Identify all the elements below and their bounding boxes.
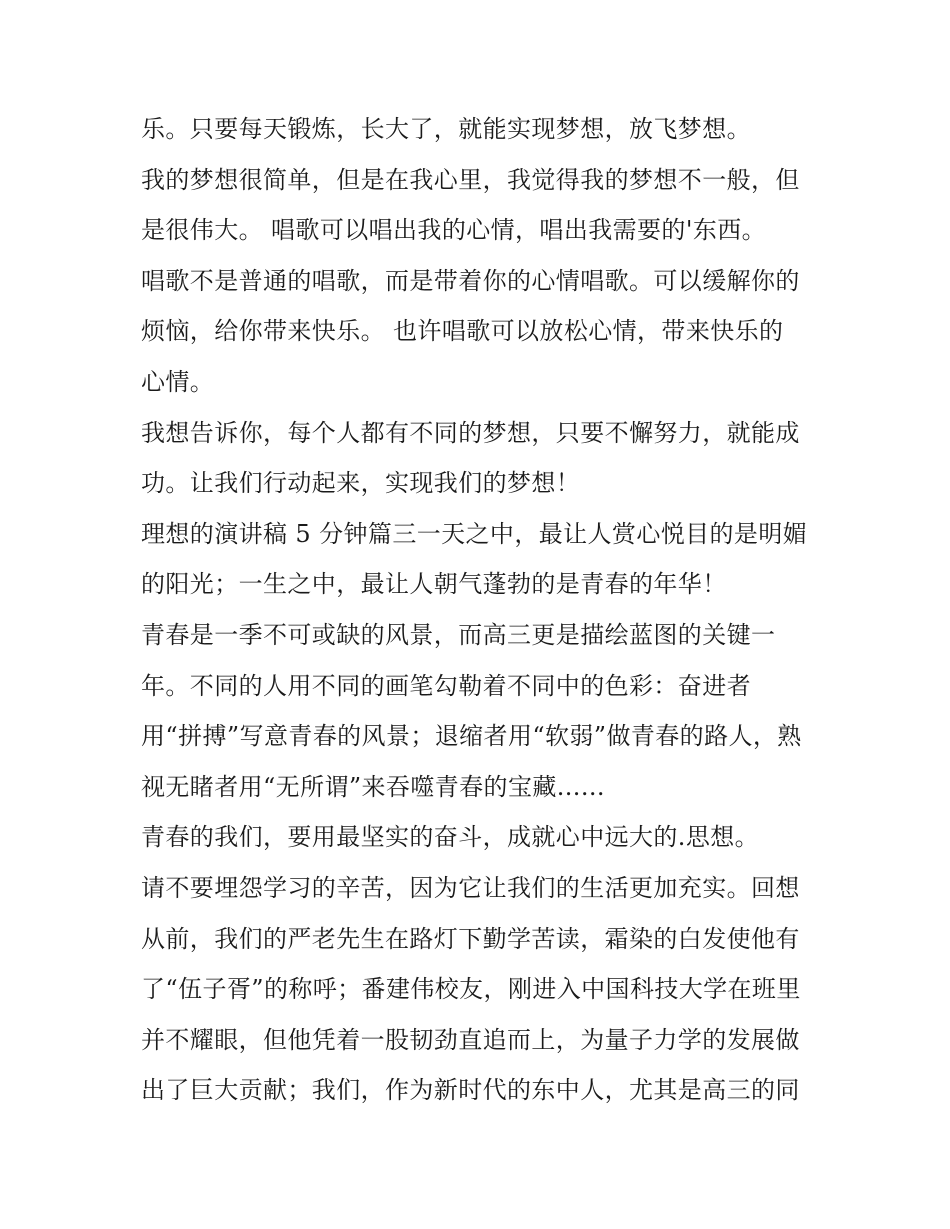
text-line: 从前，我们的严老先生在路灯下勤学苦读，霜染的白发使他有 (141, 924, 800, 953)
text-line: 青春是一季不可或缺的风景，而高三更是描绘蓝图的关键一 (141, 620, 776, 649)
document-body (141, 104, 821, 1116)
text-line: 并不耀眼，但他凭着一股韧劲直追而上，为量子力学的发展做 (141, 1025, 800, 1054)
text-line: 了“伍子胥”的称呼；番建伟校友，刚进入中国科技大学在班里 (141, 975, 801, 1004)
text-line: 青春的我们，要用最坚实的奋斗，成就心中远大的.思想。 (141, 823, 760, 852)
text-line: 功。让我们行动起来，实现我们的梦想！ (141, 469, 581, 498)
text-line: 理想的演讲稿 5 分钟篇三一天之中，最让人赏心悦目的是明媚 (141, 519, 808, 548)
text-line: 请不要埋怨学习的辛苦，因为它让我们的生活更加充实。回想 (141, 873, 800, 902)
text-line: 出了巨大贡献；我们，作为新时代的东中人，尤其是高三的同 (141, 1076, 800, 1105)
text-line: 我想告诉你，每个人都有不同的梦想，只要不懈努力，就能成 (141, 418, 800, 447)
text-line: 年。不同的人用不同的画笔勾勒着不同中的色彩：奋进者 (141, 671, 751, 700)
text-line: 心情。 (141, 367, 215, 396)
text-line: 的阳光；一生之中，最让人朝气蓬勃的是青春的年华！ (141, 570, 727, 599)
text-line: 唱歌不是普通的唱歌，而是带着你的心情唱歌。可以缓解你的 (141, 266, 800, 295)
text-line: 我的梦想很简单，但是在我心里，我觉得我的梦想不一般，但 (141, 165, 800, 194)
text-line: 视无睹者用“无所谓”来吞噬青春的宝藏...... (141, 772, 605, 801)
text-line: 是很伟大。 唱歌可以唱出我的心情，唱出我需要的'东西。 (141, 216, 767, 245)
text-line: 烦恼，给你带来快乐。 也许唱歌可以放松心情，带来快乐的 (141, 317, 784, 346)
text-line: 用“拼搏”写意青春的风景；退缩者用“软弱”做青春的路人，熟 (141, 722, 802, 751)
text-line: 乐。只要每天锻炼，长大了，就能实现梦想，放飞梦想。 (141, 115, 751, 143)
